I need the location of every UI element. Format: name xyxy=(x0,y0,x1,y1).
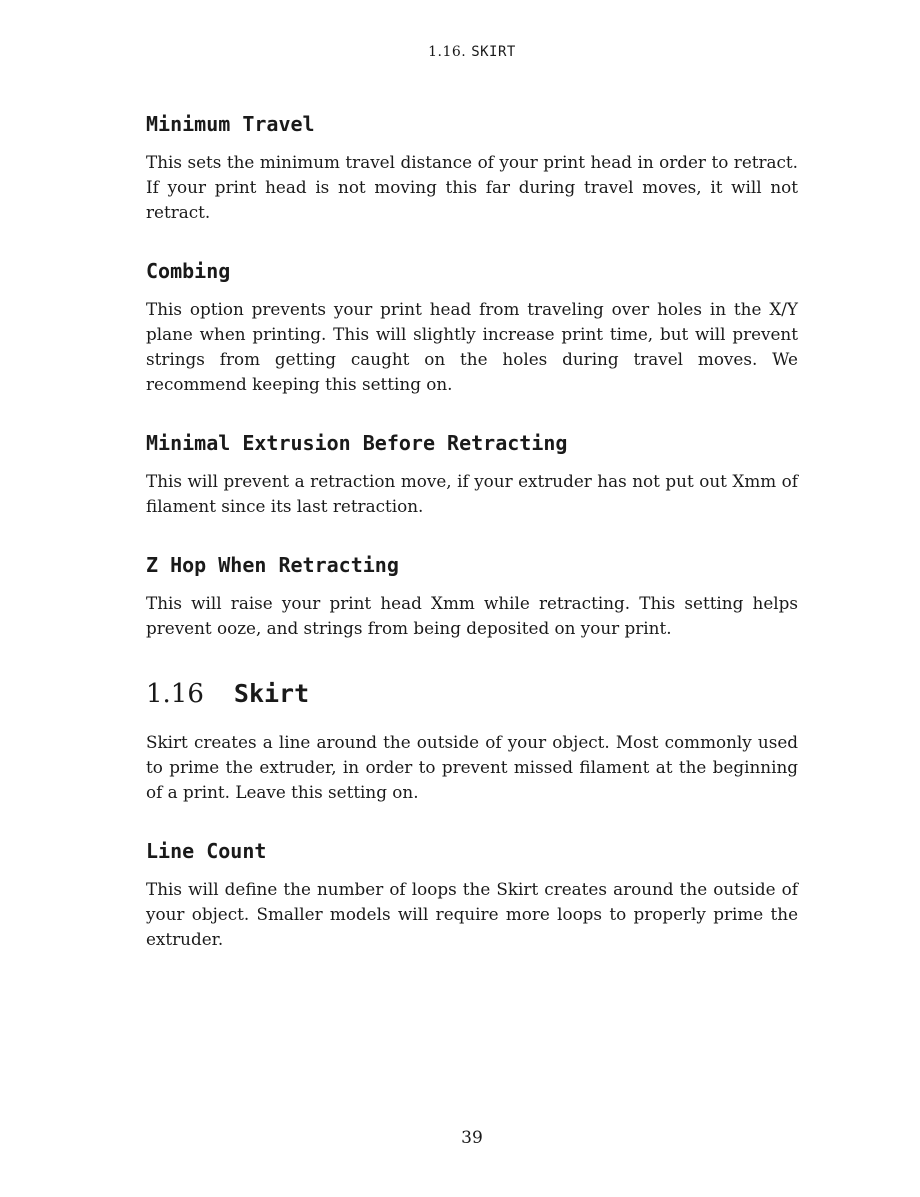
section-title: Skirt xyxy=(233,679,310,708)
heading-minimal-extrusion: Minimal Extrusion Before Retracting xyxy=(146,431,568,455)
document-page xyxy=(146,0,798,1197)
paragraph-minimum-travel: This sets the minimum travel distance of your print head in order to retract. If your print head is not moving this far during travel moves, it will not retract. xyxy=(146,152,798,222)
running-header-number: 1.16. xyxy=(428,44,467,60)
page-number: 39 xyxy=(461,1128,483,1148)
running-header-title: SKIRT xyxy=(471,44,516,60)
paragraph-line-count: This will define the number of loops the Skirt creates around the outside of your object. Smaller models will require more loops to properly prime the extruder. xyxy=(146,879,798,949)
heading-line-count: Line Count xyxy=(146,839,267,863)
paragraph-combing: This option prevents your print head from traveling over holes in the X/Y plane when printing. This will slightly increase print time, but will prevent strings from getting caught on the holes during travel moves. We recommend keeping this setting on. xyxy=(146,299,798,394)
paragraph-z-hop: This will raise your print head Xmm while retracting. This setting helps prevent ooze, and strings from being deposited on your print. xyxy=(146,593,798,638)
heading-combing: Combing xyxy=(146,259,231,283)
section-number: 1.16 xyxy=(146,679,204,709)
paragraph-skirt: Skirt creates a line around the outside of your object. Most commonly used to prime the extruder, in order to prevent missed filament at the beginning of a print. Leave this setting on. xyxy=(146,732,798,802)
running-header xyxy=(146,44,798,60)
section-heading-skirt xyxy=(146,677,309,711)
heading-z-hop: Z Hop When Retracting xyxy=(146,553,399,577)
heading-minimum-travel: Minimum Travel xyxy=(146,112,315,136)
paragraph-minimal-extrusion: This will prevent a retraction move, if your extruder has not put out Xmm of filament since its last retraction. xyxy=(146,471,798,516)
